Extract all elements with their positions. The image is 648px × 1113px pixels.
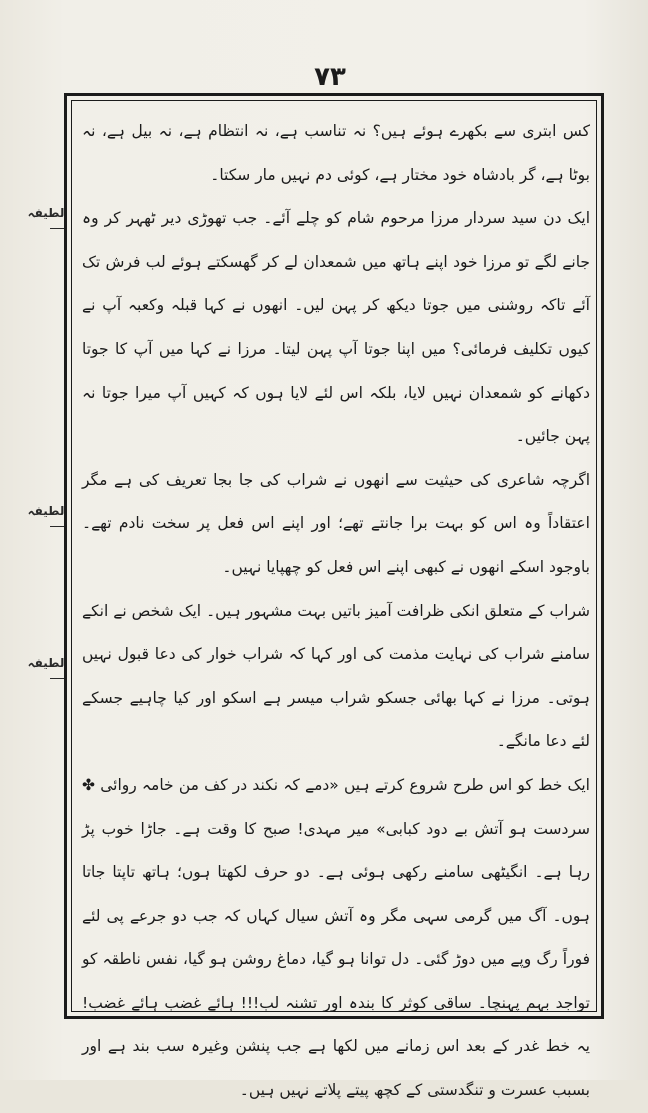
margin-note-latifa: لطیفہ: [27, 656, 65, 670]
margin-bracket: [50, 526, 64, 537]
body-text: [82, 110, 590, 1113]
paragraph: شراب کے متعلق انکی ظرافت آمیز باتیں بہت مشہور ہیں۔ ایک شخص نے انکے سامنے شراب کی نہایت مذمت کی اور کہا کہ شراب خوار کی دعا قبول نہیں ہوتی۔ مرزا نے کہا بھائی جسکو شراب میسر ہے اسکو اور کیا چاہیے جسکے لئے دعا مانگے۔: [82, 601, 590, 751]
paragraph: کس ابتری سے بکھرے ہوئے ہیں؟ نہ تناسب ہے، نہ انتظام ہے، نہ بیل ہے، نہ بوٹا ہے، گر بادشاہ خود مختار ہے، کوئی دم نہیں مار سکتا۔: [82, 122, 590, 184]
margin-note-latifa: لطیفہ: [27, 504, 65, 518]
paragraph: اگرچہ شاعری کی حیثیت سے انھوں نے شراب کی جا بجا تعریف کی ہے مگر اعتقاداً وہ اس کو بہت برا جانتے تھے؛ اور اپنے اس فعل پر سخت نادم تھے۔ باوجود اسکے انھوں نے کبھی اپنے اس فعل کو چھپایا نہیں۔: [82, 470, 590, 576]
page-number: ۷۳: [314, 62, 346, 92]
paragraph: ایک دن سید سردار مرزا مرحوم شام کو چلے آئے۔ جب تھوڑی دیر ٹھہر کر وہ جانے لگے تو مرزا خود اپنے ہاتھ میں شمعدان لے کر گھسکتے ہوئے لب فرش تک آئے تاکہ روشنی میں جوتا دیکھ کر پہن لیں۔ انھوں نے کہا قبلہ وکعبہ آپ نے کیوں تکلیف فرمائی؟ میں اپنا جوتا آپ پہن لیتا۔ مرزا نے کہا میں آپ کا جوتا دکھانے کو شمعدان نہیں لایا، بلکہ اس لئے لایا ہوں کہ کہیں آپ میرا جوتا نہ پہن جائیں۔: [82, 209, 590, 446]
margin-bracket: [50, 678, 64, 689]
margin-note-latifa: لطیفہ: [27, 206, 65, 220]
margin-bracket: [50, 228, 64, 239]
paragraph: ایک خط کو اس طرح شروع کرتے ہیں «دمے کہ نکند در کف من خامہ روائی ✤ سردست ہو آتش بے دود کبابی» میر مہدی! صبح کا وقت ہے۔ جاڑا خوب پڑ رہا ہے۔ انگیٹھی سامنے رکھی ہوئی ہے۔ دو حرف لکھتا ہوں؛ ہاتھ تاپتا جاتا ہوں۔ آگ میں گرمی سہی مگر وہ آتش سیال کہاں کہ جب دو جرعے پی لئے فوراً رگ وپے میں دوڑ گئی۔ دل توانا ہو گیا، دماغ روشن ہو گیا، نفس ناطقہ کو تواجد بہم پہنچا۔ ساقی کوثر کا بندہ اور تشنہ لب!!! ہائے غضب ہائے غضب! یہ خط غدر کے بعد اس زمانے میں لکھا ہے جب پنشن وغیرہ سب بند ہے اور بسبب عسرت و تنگدستی کے کچھ پیتے پلاتے نہیں ہیں۔: [82, 775, 590, 1100]
